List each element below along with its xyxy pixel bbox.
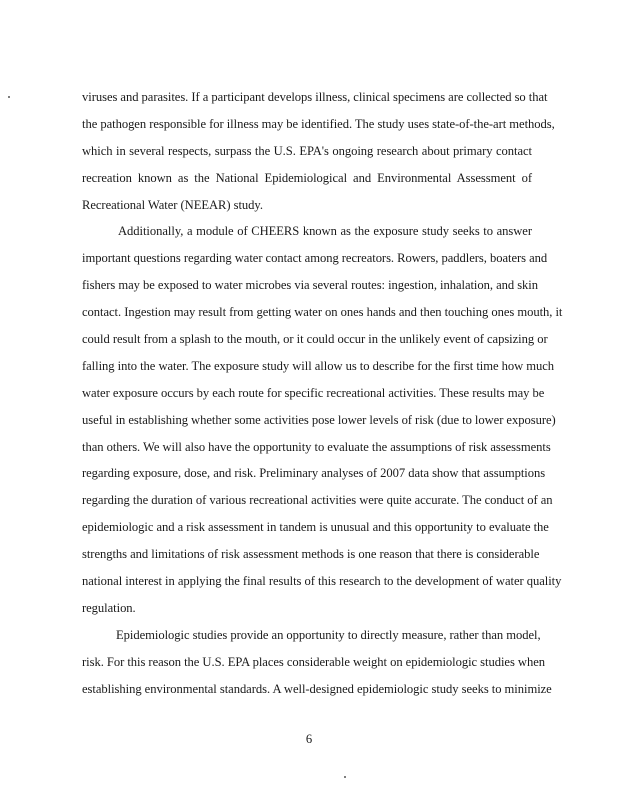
text-line: than others. We will also have the opportunity to evaluate the assumptions of risk assessments bbox=[82, 439, 551, 454]
body-text bbox=[82, 84, 563, 702]
text-line: important questions regarding water contact among recreators. Rowers, paddlers, boaters and bbox=[82, 251, 548, 266]
text-line: risk. For this reason the U.S. EPA places considerable weight on epidemiologic studies when bbox=[82, 654, 545, 669]
text-line: regarding the duration of various recreational activities were quite accurate. The conduct of an bbox=[82, 493, 553, 508]
text-line: recreation known as the National Epidemiological and Environmental Assessment of bbox=[82, 170, 532, 185]
paragraph-first-line: Additionally, a module of CHEERS known as the exposure study seeks to answer bbox=[118, 224, 532, 239]
text-line: the pathogen responsible for illness may be identified. The study uses state-of-the-art methods, bbox=[82, 116, 555, 131]
text-line: national interest in applying the final results of this research to the development of water quality bbox=[82, 574, 562, 589]
text-line: fishers may be exposed to water microbes via several routes: ingestion, inhalation, and skin bbox=[82, 278, 539, 293]
text-line: regarding exposure, dose, and risk. Preliminary analyses of 2007 data show that assumptions bbox=[82, 466, 546, 481]
text-line: viruses and parasites. If a participant develops illness, clinical specimens are collected so that bbox=[82, 90, 548, 104]
text-line: regulation. bbox=[82, 600, 136, 615]
text-line: epidemiologic and a risk assessment in tandem is unusual and this opportunity to evaluate the bbox=[82, 520, 549, 535]
text-line: strengths and limitations of risk assessment methods is one reason that there is considerable bbox=[82, 547, 540, 562]
page-number: 6 bbox=[305, 732, 313, 746]
text-line: which in several respects, surpass the U.S. EPA's ongoing research about primary contact bbox=[82, 143, 532, 158]
scan-speck bbox=[344, 776, 346, 778]
text-line: useful in establishing whether some activities pose lower levels of risk (due to lower exposure) bbox=[82, 412, 556, 427]
text-line: falling into the water. The exposure study will allow us to describe for the first time how much bbox=[82, 358, 555, 373]
text-line: Recreational Water (NEEAR) study. bbox=[82, 197, 263, 212]
text-line: water exposure occurs by each route for specific recreational activities. These results may be bbox=[82, 385, 545, 400]
text-line: could result from a splash to the mouth, or it could occur in the unlikely event of capsizing or bbox=[82, 332, 548, 347]
text-line: contact. Ingestion may result from getting water on ones hands and then touching ones mouth, it bbox=[82, 305, 563, 320]
text-line: establishing environmental standards. A well-designed epidemiologic study seeks to minimize bbox=[82, 681, 552, 696]
paragraph-first-line: Epidemiologic studies provide an opportunity to directly measure, rather than model, bbox=[116, 627, 541, 642]
scan-speck bbox=[8, 96, 10, 98]
